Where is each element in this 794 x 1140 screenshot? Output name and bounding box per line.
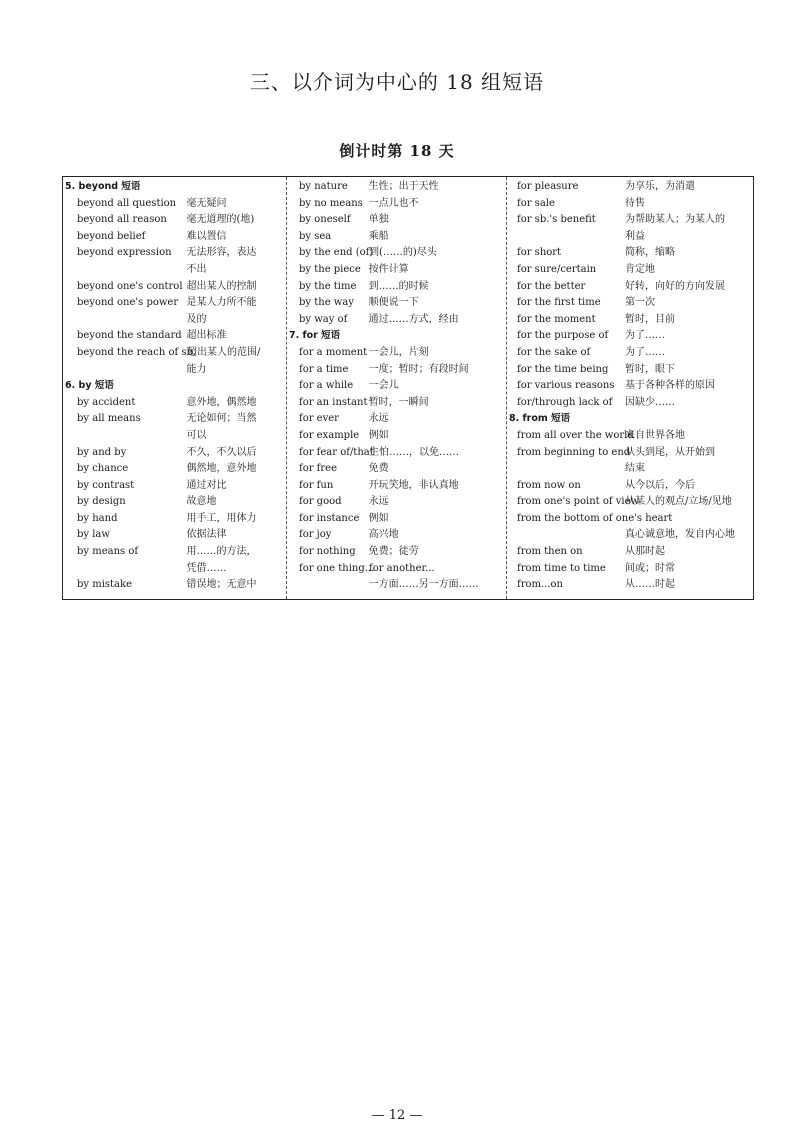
phrase-english: by nature (299, 181, 348, 192)
phrase-row (287, 212, 506, 229)
phrase-row (63, 445, 286, 462)
phrase-english: beyond the standard (77, 330, 182, 342)
page-number: — 12 — (371, 1108, 423, 1123)
phrase-row (507, 212, 755, 229)
phrase-chinese: 毫无疑问 (186, 197, 227, 209)
phrase-chinese: 一度；暂时；有段时间 (368, 363, 469, 375)
phrase-english: for free (299, 463, 337, 475)
phrase-row (63, 428, 286, 445)
phrase-english: from the bottom of one's heart (517, 512, 673, 524)
phrase-chinese: 用手工，用体力 (186, 512, 257, 524)
phrase-english: for sb.'s benefit (517, 214, 596, 226)
phrase-english: for fun (299, 479, 334, 491)
phrase-row (287, 196, 506, 213)
phrase-row (507, 229, 755, 246)
phrase-english: from all over the world (517, 429, 634, 441)
phrase-row (287, 561, 506, 578)
phrase-chinese: 难以置信 (186, 230, 227, 242)
phrase-row (507, 561, 755, 578)
phrase-chinese: 能力 (186, 363, 207, 375)
phrase-english: for the better (517, 280, 586, 292)
phrase-row (63, 328, 286, 345)
phrase-row (507, 295, 755, 312)
phrase-chinese: 结束 (625, 463, 645, 475)
phrase-row (63, 212, 286, 229)
phrase-english: by all means (77, 413, 141, 425)
phrase-chinese: 凭借…… (186, 562, 227, 574)
phrase-english: for a while (299, 380, 354, 392)
phrase-row (287, 378, 506, 395)
phrase-chinese: 是某人力所不能 (186, 297, 257, 309)
phrase-english: by hand (77, 512, 118, 524)
section-heading (63, 378, 286, 395)
phrase-chinese: 单独 (368, 214, 389, 226)
phrase-english: for example (299, 429, 360, 441)
phrase-row (287, 544, 506, 561)
phrase-row (507, 395, 755, 412)
phrase-english: from one's point of view (517, 496, 640, 508)
phrase-chinese: 待售 (625, 197, 645, 209)
phrase-chinese: 乘船 (368, 230, 389, 242)
phrase-chinese: 无法形容，表达 (186, 247, 257, 259)
phrase-chinese: 间或；时常 (625, 562, 675, 574)
phrase-row (507, 179, 755, 196)
phrase-chinese: 从那时起 (625, 546, 665, 558)
phrase-row (507, 245, 755, 262)
phrase-chinese: 例如 (368, 512, 389, 524)
phrase-chinese: 一会儿 (368, 380, 399, 392)
phrase-english: by design (77, 496, 126, 508)
section-heading-label: 7. for 短语 (289, 330, 341, 342)
phrase-row (287, 262, 506, 279)
phrase-table (62, 176, 754, 600)
phrase-row (63, 577, 286, 594)
phrase-chinese: 暂时，目前 (625, 313, 675, 325)
phrase-row (63, 561, 286, 578)
phrase-english: for nothing (299, 546, 356, 558)
phrase-row (507, 312, 755, 329)
phrase-row (507, 345, 755, 362)
phrase-chinese: 为了…… (625, 330, 665, 342)
phrase-english: for good (299, 496, 342, 508)
phrase-english (63, 312, 186, 329)
phrase-row (287, 411, 506, 428)
phrase-chinese: 通过对比 (186, 479, 227, 491)
phrase-chinese: 通过……方式，经由 (368, 313, 459, 325)
phrase-chinese: 基于各种各样的原因 (625, 380, 715, 392)
phrase-chinese: 顺便说一下 (368, 297, 419, 309)
phrase-row (63, 262, 286, 279)
phrase-row (287, 445, 506, 462)
phrase-english: by means of (77, 546, 139, 558)
phrase-row (507, 445, 755, 462)
phrase-chinese: 永远 (368, 413, 389, 425)
phrase-row (63, 279, 286, 296)
phrase-english: for one thing... (299, 562, 375, 574)
phrase-english: for the time being (517, 363, 609, 375)
phrase-row (507, 196, 755, 213)
phrase-row (287, 179, 506, 196)
phrase-row (63, 494, 286, 511)
phrase-english: for sale (517, 197, 555, 209)
phrase-row (287, 527, 506, 544)
phrase-chinese: 开玩笑地，非认真地 (368, 479, 459, 491)
phrase-english: for a moment (299, 346, 368, 358)
phrase-chinese: 高兴地 (368, 529, 399, 541)
phrase-row (287, 511, 506, 528)
phrase-row (507, 279, 755, 296)
phrase-english (63, 262, 186, 279)
phrase-english: beyond all reason (77, 214, 167, 226)
phrase-row (507, 362, 755, 379)
section-heading (63, 179, 286, 196)
phrase-english: by contrast (77, 479, 135, 491)
phrase-chinese: 免费；徒劳 (368, 546, 419, 558)
phrase-english: by the time (299, 280, 357, 292)
phrase-chinese: 依据法律 (186, 529, 227, 541)
phrase-chinese: 简称，缩略 (625, 247, 675, 259)
phrase-english (507, 461, 625, 478)
phrase-row (63, 411, 286, 428)
phrase-english: from beginning to end (517, 446, 631, 458)
phrase-chinese: 不出 (186, 263, 207, 275)
phrase-english: by law (77, 529, 110, 541)
phrase-chinese: 不久，不久以后 (186, 446, 257, 458)
phrase-english: for the moment (517, 313, 596, 325)
phrase-column-1 (63, 177, 287, 599)
phrase-english: by sea (299, 230, 332, 242)
phrase-row (63, 527, 286, 544)
phrase-english: by the end (of) (299, 247, 374, 259)
phrase-row (507, 461, 755, 478)
phrase-english: for short (517, 247, 562, 259)
phrase-chinese: 真心诚意地，发自内心地 (625, 529, 735, 541)
phrase-chinese: 因缺少…… (625, 396, 675, 408)
phrase-chinese: 从今以后，今后 (625, 479, 695, 491)
phrase-english: for a time (299, 363, 349, 375)
phrase-chinese: 永远 (368, 496, 389, 508)
phrase-row (287, 362, 506, 379)
phrase-chinese: 为帮助某人；为某人的 (625, 214, 725, 226)
phrase-chinese: 及的 (186, 313, 207, 325)
phrase-english: beyond the reach of sb. (77, 346, 197, 358)
phrase-english: for pleasure (517, 181, 579, 192)
phrase-row (507, 262, 755, 279)
section-heading (287, 328, 506, 345)
section-heading-label: 5. beyond 短语 (65, 181, 141, 192)
phrase-english: beyond one's power (77, 297, 179, 309)
phrase-english: for ever (299, 413, 339, 425)
phrase-chinese: 超出某人的控制 (186, 280, 257, 292)
phrase-column-3 (507, 177, 755, 599)
phrase-row (507, 428, 755, 445)
phrase-chinese: 错误地；无意中 (186, 579, 257, 591)
phrase-english: from now on (517, 479, 581, 491)
phrase-row (287, 295, 506, 312)
section-heading (507, 411, 755, 428)
phrase-row (63, 478, 286, 495)
phrase-row (63, 312, 286, 329)
phrase-english: for an instant (299, 396, 368, 408)
phrase-row (507, 478, 755, 495)
phrase-row (507, 511, 755, 528)
phrase-english: by oneself (299, 214, 351, 226)
phrase-column-2 (287, 177, 507, 599)
phrase-row (507, 328, 755, 345)
phrase-chinese: 超出标准 (186, 330, 227, 342)
phrase-chinese: 来自世界各地 (625, 429, 685, 441)
page-title: 三、以介词为中心的 18 组短语 (249, 70, 545, 94)
phrase-english: for joy (299, 529, 332, 541)
phrase-english: for the sake of (517, 346, 591, 358)
phrase-chinese: 无论如何；当然 (186, 413, 257, 425)
phrase-chinese: 从……时起 (625, 579, 675, 591)
phrase-chinese: 用……的方法， (186, 546, 257, 558)
phrase-chinese: 超出某人的范围/ (187, 346, 261, 358)
phrase-chinese: 一方面……另一方面…… (368, 579, 479, 591)
phrase-chinese: 毫无道理的(地) (186, 214, 255, 226)
phrase-english: for/through lack of (517, 396, 613, 408)
phrase-row (63, 196, 286, 213)
phrase-english (507, 527, 625, 544)
phrase-english (287, 577, 369, 594)
phrase-row (287, 478, 506, 495)
phrase-english: beyond expression (77, 247, 172, 259)
phrase-english: for sure/certain (517, 263, 597, 275)
phrase-english (63, 561, 186, 578)
phrase-chinese: 从头到尾，从开始到 (625, 446, 715, 458)
phrase-english: beyond all question (77, 197, 177, 209)
phrase-chinese: 暂时，眼下 (625, 363, 675, 375)
phrase-chinese: 暂时，一瞬间 (368, 396, 429, 408)
phrase-english: from then on (517, 546, 583, 558)
phrase-row (63, 245, 286, 262)
phrase-english: for the purpose of (517, 330, 609, 342)
phrase-row (63, 345, 286, 362)
phrase-row (63, 395, 286, 412)
phrase-english: beyond belief (77, 230, 146, 242)
phrase-row (287, 428, 506, 445)
phrase-chinese: 免费 (368, 463, 389, 475)
phrase-chinese: 从某人的观点/立场/见地 (625, 496, 732, 508)
phrase-english: by mistake (77, 579, 132, 591)
phrase-chinese: 一会儿，片刻 (368, 346, 429, 358)
phrase-english: by way of (299, 313, 348, 325)
phrase-chinese: 生怕……，以免…… (369, 446, 459, 458)
phrase-english: by no means (299, 197, 363, 209)
phrase-row (507, 527, 755, 544)
phrase-row (507, 577, 755, 594)
phrase-english: for various reasons (517, 380, 615, 392)
phrase-chinese: 生性；出于天性 (368, 181, 439, 192)
phrase-chinese: 肯定地 (625, 263, 655, 275)
section-heading-label: 6. by 短语 (65, 380, 114, 392)
phrase-chinese: 可以 (186, 429, 207, 441)
phrase-chinese: 按件计算 (368, 263, 409, 275)
page-subtitle: 倒计时第 18 天 (339, 142, 455, 160)
phrase-english: by the piece (299, 263, 361, 275)
phrase-chinese: 意外地，偶然地 (186, 396, 257, 408)
phrase-english: from...on (517, 579, 563, 591)
phrase-row (287, 395, 506, 412)
phrase-english: by the way (299, 297, 354, 309)
phrase-english: for instance (299, 512, 360, 524)
phrase-chinese: 一点儿也不 (368, 197, 419, 209)
phrase-chinese: 第一次 (625, 297, 655, 309)
phrase-row (63, 461, 286, 478)
phrase-english: by and by (77, 446, 127, 458)
phrase-english: by accident (77, 396, 136, 408)
phrase-chinese: 到……的时候 (368, 280, 429, 292)
phrase-row (287, 577, 506, 594)
phrase-row (63, 362, 286, 379)
phrase-row (507, 378, 755, 395)
phrase-chinese (625, 511, 755, 528)
phrase-row (507, 544, 755, 561)
phrase-chinese: 利益 (625, 230, 645, 242)
phrase-row (287, 345, 506, 362)
phrase-english: for fear of/that (299, 446, 374, 458)
phrase-english (63, 428, 186, 445)
phrase-chinese: 好转，向好的方向发展 (625, 280, 725, 292)
phrase-row (287, 279, 506, 296)
section-heading-label: 8. from 短语 (509, 413, 571, 425)
phrase-chinese: 为了…… (625, 346, 665, 358)
phrase-row (287, 494, 506, 511)
phrase-row (63, 511, 286, 528)
phrase-row (287, 245, 506, 262)
phrase-row (287, 229, 506, 246)
phrase-english (507, 229, 625, 246)
phrase-row (63, 295, 286, 312)
phrase-chinese: 故意地 (186, 496, 217, 508)
phrase-row (63, 229, 286, 246)
phrase-english (63, 362, 186, 379)
phrase-english: for the first time (517, 297, 601, 309)
phrase-chinese: 偶然地，意外地 (186, 463, 257, 475)
phrase-row (287, 312, 506, 329)
phrase-row (287, 461, 506, 478)
phrase-english: from time to time (517, 562, 606, 574)
phrase-chinese: for another... (369, 562, 435, 574)
phrase-english: beyond one's control (77, 280, 183, 292)
phrase-chinese: 例如 (368, 429, 389, 441)
phrase-row (63, 544, 286, 561)
phrase-english: by chance (77, 463, 129, 475)
phrase-chinese: 为享乐，为消遣 (625, 181, 695, 192)
phrase-chinese: 到(……的)尽头 (369, 247, 437, 259)
phrase-row (507, 494, 755, 511)
